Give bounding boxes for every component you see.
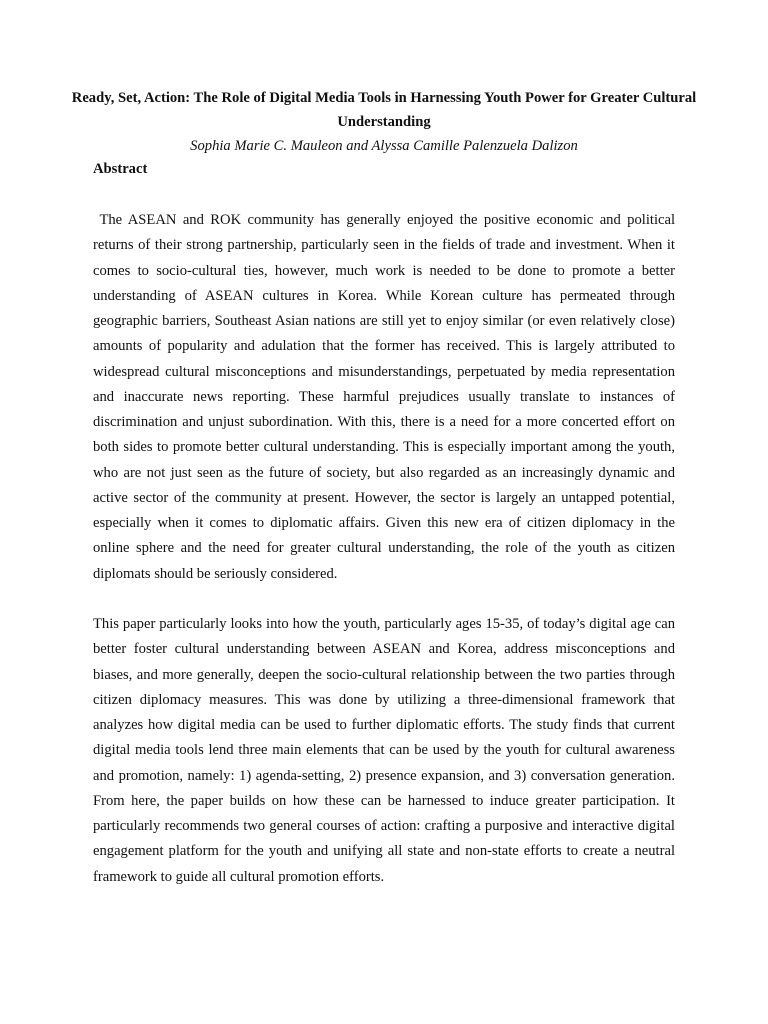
abstract-paragraph: The ASEAN and ROK community has generally enjoyed the positive economic and political returns of their strong partnership, particularly seen in the fields of trade and investment. When it comes to socio-cultural ties, however, much work is needed to be done to promote a better understanding of ASEAN cultures in Korea. While Korean culture has permeated through geographic barriers, Southeast Asian nations are still yet to enjoy similar (or even relatively close) amounts of popularity and adulation that the former has received. This is largely attributed to widespread cultural misconceptions and misunderstandings, perpetuated by media representation and inaccurate news reporting. These harmful prejudices usually translate to instances of discrimination and unjust subordination. With this, there is a need for a more concerted effort on both sides to promote better cultural understanding. This is especially important among the youth, who are not just seen as the future of society, but also regarded as an increasingly dynamic and active sector of the community at present. However, the sector is largely an untapped potential, especially when it comes to diplomatic affairs. Given this new era of citizen diplomacy in the online sphere and the need for greater cultural understanding, the role of the youth as citizen diplomats should be seriously considered. — [93, 212, 679, 582]
abstract-heading: Abstract — [93, 161, 148, 177]
abstract-paragraph: This paper particularly looks into how the youth, particularly ages 15-35, of today’s digital age can better foster cultural understanding between ASEAN and Korea, address misconceptions and biases, and more generally, deepen the socio-cultural relationship between the two parties through citizen diplomacy measures. This was done by utilizing a three-dimensional framework that analyzes how digital media can be used to further diplomatic efforts. The study finds that current digital media tools lend three main elements that can be used by the youth for cultural awareness and promotion, namely: 1) agenda-setting, 2) presence expansion, and 3) conversation generation. From here, the paper builds on how these can be harnessed to induce greater participation. It particularly recommends two general courses of action: crafting a purposive and interactive digital engagement platform for the youth and unifying all state and non-state efforts to create a neutral framework to guide all cultural promotion efforts. — [93, 616, 675, 885]
paper-title: Ready, Set, Action: The Role of Digital Media Tools in Harnessing Youth Power for Greater Cultural Understanding — [71, 90, 697, 130]
paper-authors: Sophia Marie C. Mauleon and Alyssa Camille Palenzuela Dalizon — [190, 138, 578, 154]
